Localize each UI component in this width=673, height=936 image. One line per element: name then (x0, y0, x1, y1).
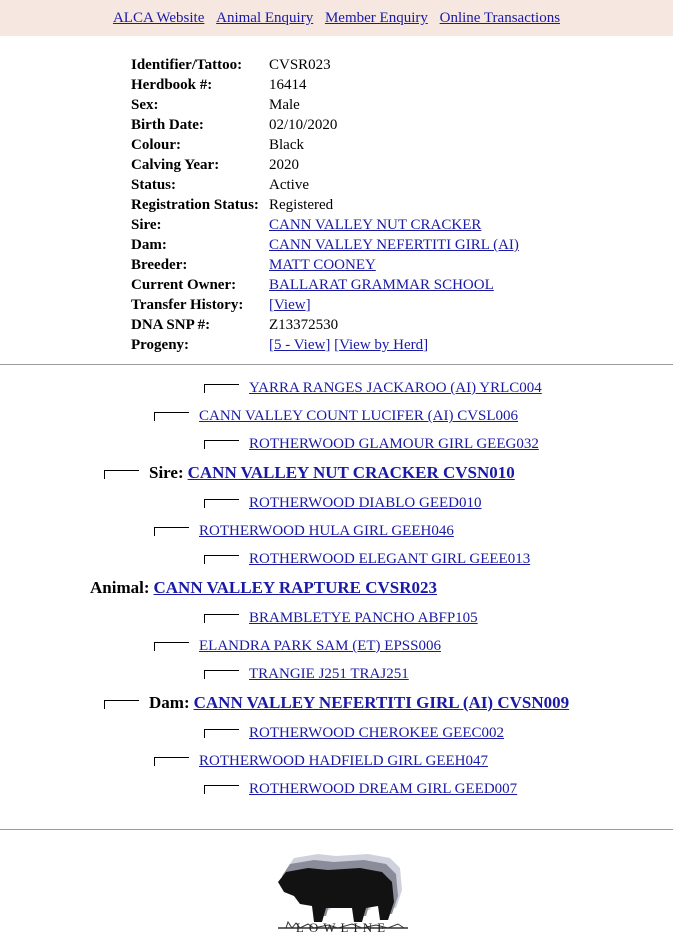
pedigree-link[interactable]: ELANDRA PARK SAM (ET) EPSS006 (199, 638, 441, 654)
tree-connector (204, 440, 239, 449)
progeny-view-link[interactable]: [5 - View] (269, 337, 331, 353)
transfer-history-link[interactable]: [View] (269, 297, 311, 313)
tree-connector (204, 555, 239, 564)
pedigree-link[interactable]: CANN VALLEY COUNT LUCIFER (AI) CVSL006 (199, 408, 519, 424)
detail-label: Sire: (131, 217, 162, 233)
pedigree-entry (204, 493, 481, 513)
detail-row-identifier (131, 55, 519, 75)
tree-connector (204, 729, 239, 738)
pedigree-animal-label: Animal: (90, 578, 150, 597)
detail-row-birth-date (131, 115, 519, 135)
divider (0, 364, 673, 365)
pedigree-entry (154, 521, 454, 541)
tree-connector (104, 470, 139, 479)
nav-online-transactions[interactable]: Online Transactions (439, 10, 561, 26)
logo-text: LOWLINE (295, 920, 391, 935)
current-owner-link[interactable]: BALLARAT GRAMMAR SCHOOL (269, 277, 494, 293)
detail-label: Calving Year: (131, 157, 220, 173)
progeny-view-by-herd-link-text: View by Herd (339, 337, 424, 353)
detail-label: Progeny: (131, 337, 190, 353)
pedigree-entry (204, 378, 542, 398)
detail-value: Male (269, 97, 300, 113)
pedigree-link[interactable]: ROTHERWOOD HULA GIRL GEEH046 (199, 523, 454, 539)
detail-value: 16414 (269, 77, 307, 93)
top-nav (0, 0, 673, 36)
pedigree-animal-entry (90, 578, 437, 598)
dam-link[interactable]: CANN VALLEY NEFERTITI GIRL (AI) (269, 237, 519, 253)
detail-label: Registration Status: (131, 197, 259, 213)
detail-label: Dam: (131, 237, 167, 253)
nav-member-enquiry[interactable]: Member Enquiry (324, 10, 428, 26)
tree-connector (204, 384, 239, 393)
detail-row-transfer-history (131, 295, 519, 315)
pedigree-link[interactable]: ROTHERWOOD GLAMOUR GIRL GEEG032 (249, 436, 539, 452)
detail-label: Colour: (131, 137, 181, 153)
detail-label: Identifier/Tattoo: (131, 57, 243, 73)
detail-row-registration-status (131, 195, 519, 215)
detail-label: Sex: (131, 97, 159, 113)
pedigree-link[interactable]: ROTHERWOOD HADFIELD GIRL GEEH047 (199, 753, 488, 769)
pedigree-animal-link[interactable]: CANN VALLEY RAPTURE CVSR023 (153, 578, 438, 597)
tree-connector (154, 412, 189, 421)
nav-animal-enquiry[interactable]: Animal Enquiry (216, 10, 314, 26)
pedigree-entry (154, 751, 488, 771)
detail-row-current-owner (131, 275, 519, 295)
detail-label: Transfer History: (131, 297, 244, 313)
detail-value: 02/10/2020 (269, 117, 338, 133)
pedigree-entry (154, 406, 518, 426)
progeny-view-by-herd-link[interactable]: [View by Herd] (334, 337, 429, 353)
pedigree-entry (204, 434, 539, 454)
detail-value: 2020 (269, 157, 299, 173)
pedigree-link[interactable]: YARRA RANGES JACKAROO (AI) YRLC004 (249, 380, 542, 396)
pedigree-dam-label: Dam: (149, 693, 190, 712)
pedigree-link[interactable]: ROTHERWOOD CHEROKEE GEEC002 (249, 725, 504, 741)
divider (0, 829, 673, 830)
detail-row-herdbook (131, 75, 519, 95)
detail-row-dna-snp (131, 315, 519, 335)
pedigree-entry (204, 664, 409, 684)
pedigree-entry (204, 779, 517, 799)
detail-value: Black (269, 137, 304, 153)
pedigree-entry (204, 608, 478, 628)
pedigree-entry (204, 549, 530, 569)
detail-row-progeny (131, 335, 519, 355)
pedigree-sire-label: Sire: (149, 463, 184, 482)
tree-connector (154, 527, 189, 536)
animal-details (131, 55, 519, 355)
detail-row-breeder (131, 255, 519, 275)
tree-connector (204, 499, 239, 508)
pedigree-sire-link[interactable]: CANN VALLEY NUT CRACKER CVSN010 (187, 463, 515, 482)
pedigree-link[interactable]: BRAMBLETYE PANCHO ABFP105 (249, 610, 478, 626)
pedigree-entry (154, 636, 441, 656)
tree-connector (204, 785, 239, 794)
detail-row-dam (131, 235, 519, 255)
detail-label: Herdbook #: (131, 77, 213, 93)
pedigree-entry (204, 723, 504, 743)
detail-value: Active (269, 177, 309, 193)
detail-label: DNA SNP #: (131, 317, 211, 333)
pedigree-dam-link[interactable]: CANN VALLEY NEFERTITI GIRL (AI) CVSN009 (193, 693, 570, 712)
sire-link[interactable]: CANN VALLEY NUT CRACKER (269, 217, 482, 233)
detail-label: Birth Date: (131, 117, 204, 133)
detail-label: Status: (131, 177, 177, 193)
detail-value: Z13372530 (269, 317, 339, 333)
breeder-link[interactable]: MATT COONEY (269, 257, 376, 273)
pedigree-link[interactable]: ROTHERWOOD DREAM GIRL GEED007 (249, 781, 518, 797)
pedigree-link[interactable]: TRANGIE J251 TRAJ251 (249, 666, 409, 682)
tree-connector (154, 642, 189, 651)
detail-value: CVSR023 (269, 57, 331, 73)
detail-row-status (131, 175, 519, 195)
tree-connector (154, 757, 189, 766)
transfer-history-link-text: View (274, 297, 306, 313)
pedigree-dam-entry (104, 693, 569, 713)
tree-connector (204, 614, 239, 623)
detail-row-colour (131, 135, 519, 155)
detail-value: Registered (269, 197, 334, 213)
detail-row-sex (131, 95, 519, 115)
detail-label: Current Owner: (131, 277, 237, 293)
pedigree-link[interactable]: ROTHERWOOD ELEGANT GIRL GEEE013 (249, 551, 531, 567)
pedigree-sire-entry (104, 463, 515, 483)
tree-connector (104, 700, 139, 709)
progeny-view-link-text: 5 - View (274, 337, 326, 353)
nav-alca-website[interactable]: ALCA Website (112, 10, 205, 26)
detail-label: Breeder: (131, 257, 188, 273)
pedigree-link[interactable]: ROTHERWOOD DIABLO GEED010 (249, 495, 482, 511)
detail-row-calving-year (131, 155, 519, 175)
tree-connector (204, 670, 239, 679)
detail-row-sire (131, 215, 519, 235)
